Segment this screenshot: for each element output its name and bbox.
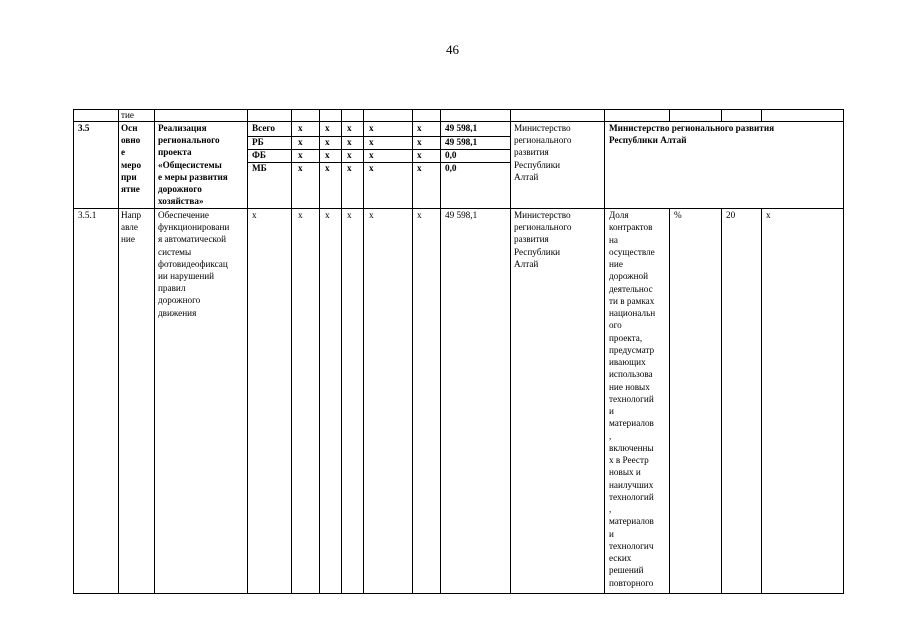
funding-cell: х	[298, 150, 303, 160]
row-351-indicator-line: решений	[609, 565, 644, 576]
row-351-name-line: правил	[158, 283, 186, 294]
row-351-executor-line: Алтай	[514, 258, 539, 269]
row-divider	[74, 121, 844, 122]
row-351-value-cell: х	[347, 210, 352, 220]
col-divider	[154, 110, 155, 594]
row-35-type-line: овно	[121, 135, 141, 146]
col-divider	[319, 110, 320, 594]
row-35-responsible-line: Республики Алтай	[609, 135, 687, 146]
row-35-executor-line: развития	[514, 147, 549, 158]
funding-cell: х	[417, 163, 422, 173]
row-351-indicator-line: технологич	[609, 540, 654, 551]
row-351-indicator-line: ,	[609, 504, 612, 514]
funding-cell: х	[417, 123, 422, 133]
funding-cell: х	[298, 163, 303, 173]
row-351-indicator-line: материалов	[609, 516, 654, 527]
row-351-type-line: ние	[121, 234, 135, 245]
funding-cell: х	[369, 150, 374, 160]
funding-cell: х	[369, 123, 374, 133]
row-351-indicator-line: включенны	[609, 442, 654, 453]
row-351-indicator-line: проекта,	[609, 332, 643, 343]
row-351-indicator-line: национальн	[609, 308, 656, 318]
funding-source: Всего	[252, 123, 275, 133]
funding-sum: 0,0	[445, 163, 457, 173]
row-351-indicator-line: деятельнос	[609, 283, 653, 294]
row-351-indicator-line: ивающих	[609, 357, 646, 367]
row-351-indicator-line: ти в рамках	[609, 295, 655, 306]
row-351-number: 3.5.1	[78, 210, 97, 220]
col-divider	[669, 208, 670, 594]
row-351-indicator-line: х в Реестр	[609, 455, 649, 465]
carry-cell-text: тие	[121, 110, 135, 120]
row-351-value-cell: х	[369, 210, 374, 220]
row-35-name-line: «Общесистемы	[158, 159, 222, 170]
row-35-executor-line: регионального	[514, 135, 572, 146]
page-number: 46	[446, 42, 459, 57]
row-35-executor-line: Министерство	[514, 123, 571, 133]
row-351-indicator-line: ние	[609, 259, 623, 269]
row-35-type-line: меро	[121, 159, 142, 170]
row-351-indicator-line: материалов	[609, 418, 654, 429]
funding-source: МБ	[252, 163, 267, 173]
row-351-executor-line: регионального	[514, 222, 572, 233]
row-35-name-line: регионального	[158, 135, 220, 146]
col-divider	[412, 110, 413, 594]
row-351-indicator-line: и	[609, 528, 614, 539]
funding-cell: х	[369, 163, 374, 173]
row-351-indicator-line: использова	[609, 369, 653, 380]
row-divider	[74, 208, 844, 209]
row-35-name-line: е меры развития	[158, 171, 228, 182]
row-351-indicator-line: на	[609, 234, 618, 245]
row-351-indicator-line: еских	[609, 553, 632, 563]
funding-cell: х	[417, 150, 422, 160]
col-divider	[118, 110, 119, 594]
row-351-mark: х	[766, 210, 771, 220]
funding-cell: х	[325, 163, 330, 173]
row-351-indicator-line: контрактов	[609, 222, 653, 233]
row-35-type-line: Осн	[121, 123, 138, 133]
row-351-type-line: Напр	[121, 210, 142, 220]
row-351-value-cell: х	[252, 210, 257, 220]
funding-cell: х	[347, 123, 352, 133]
col-divider	[669, 110, 670, 121]
row-351-unit: %	[674, 210, 682, 220]
funding-source: РБ	[252, 137, 264, 147]
row-351-name-line: фотовидеофиксац	[158, 258, 228, 269]
row-351-indicator-line: дорожной	[609, 271, 649, 282]
col-divider	[721, 110, 722, 121]
col-divider	[440, 110, 441, 594]
row-351-name-line: ии нарушений	[158, 271, 215, 281]
row-351-executor-line: развития	[514, 234, 549, 245]
col-divider	[341, 110, 342, 594]
row-35-name-line: хозяйства»	[158, 196, 204, 207]
row-35-name-line: проекта	[158, 147, 192, 158]
row-351-executor-line: Республики	[514, 246, 561, 257]
col-divider	[604, 110, 605, 594]
funding-cell: х	[298, 137, 303, 147]
funding-source: ФБ	[252, 150, 266, 160]
program-table	[73, 109, 844, 594]
col-divider	[363, 110, 364, 594]
funding-cell: х	[298, 123, 303, 133]
row-351-type-line: авле	[121, 222, 138, 233]
col-divider	[510, 110, 511, 594]
row-351-indicator-line: Доля	[609, 210, 629, 220]
funding-cell: х	[325, 123, 330, 133]
row-351-indicator-line: новых и	[609, 467, 641, 478]
funding-sum: 49 598,1	[445, 137, 478, 147]
row-351-name-line: функционировани	[158, 222, 230, 233]
row-351-executor-line: Министерство	[514, 210, 571, 220]
row-35-type-line: при	[121, 171, 137, 182]
row-351-name-line: Обеспечение	[158, 210, 209, 220]
row-35-responsible-line: Министерство регионального развития	[609, 123, 775, 133]
row-351-indicator-line: повторного	[609, 577, 654, 588]
col-divider	[761, 208, 762, 594]
row-351-indicator-line: и	[609, 406, 614, 416]
row-351-indicator-line: ого	[609, 320, 622, 331]
funding-cell: х	[325, 137, 330, 147]
row-35-number: 3.5	[78, 123, 90, 133]
funding-divider	[247, 162, 510, 163]
col-divider	[291, 110, 292, 594]
row-35-name-line: Реализация	[158, 123, 207, 133]
funding-sum: 49 598,1	[445, 123, 478, 133]
col-divider	[247, 110, 248, 594]
row-351-value-cell: х	[298, 210, 303, 220]
row-351-indicator-line: ,	[609, 430, 612, 441]
row-351-indicator-line: осуществле	[609, 246, 655, 257]
row-351-value-cell: х	[325, 210, 330, 220]
row-351-sum: 49 598,1	[445, 210, 478, 220]
row-35-executor-line: Республики	[514, 159, 561, 170]
row-351-indicator-line: технологий	[609, 393, 654, 404]
funding-cell: х	[347, 150, 352, 160]
row-351-indicator-line: технологий	[609, 491, 654, 502]
row-351-value: 20	[726, 210, 736, 220]
funding-divider	[247, 149, 510, 150]
funding-sum: 0,0	[445, 150, 457, 160]
row-351-indicator-line: наилучших	[609, 479, 654, 490]
row-351-indicator-line: предусматр	[609, 344, 655, 355]
funding-cell: х	[347, 163, 352, 173]
funding-cell: х	[369, 137, 374, 147]
row-35-type-line: ятие	[121, 184, 140, 194]
funding-cell: х	[325, 150, 330, 160]
row-351-value-cell: х	[417, 210, 422, 220]
row-351-name-line: системы	[158, 246, 192, 257]
row-35-name-line: дорожного	[158, 184, 202, 194]
row-35-executor-line: Алтай	[514, 171, 539, 182]
row-351-name-line: я автоматической	[158, 234, 227, 245]
row-35-type-line: е	[121, 147, 126, 158]
row-351-indicator-line: ние новых	[609, 381, 650, 392]
funding-cell: х	[417, 137, 422, 147]
col-divider	[721, 208, 722, 594]
row-351-name-line: движения	[158, 307, 197, 318]
funding-cell: х	[347, 137, 352, 147]
col-divider	[761, 110, 762, 121]
row-351-name-line: дорожного	[158, 295, 201, 306]
